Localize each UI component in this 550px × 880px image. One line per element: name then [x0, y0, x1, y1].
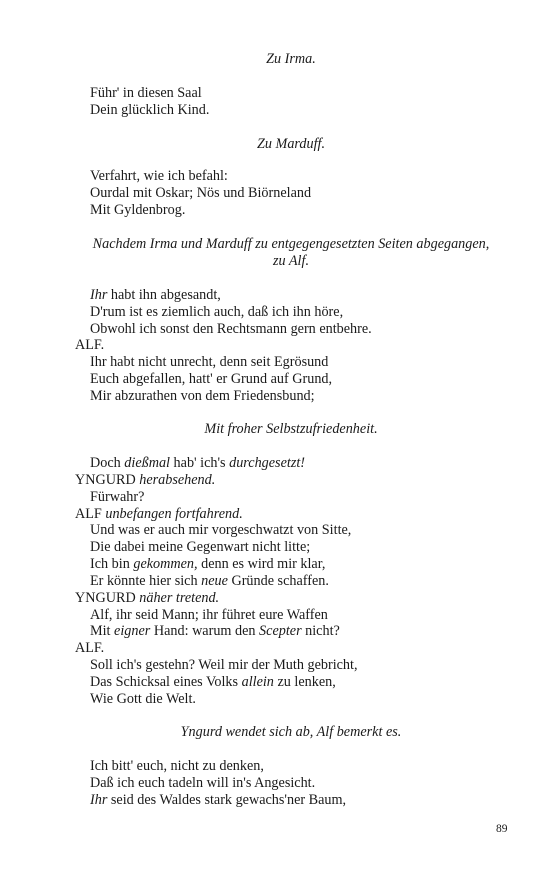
verse-line: [90, 674, 336, 691]
verse-line: Ihr habt nicht unrecht, denn seit Egrösund: [90, 354, 329, 370]
verse-line: Alf, ihr seid Mann; ihr führet eure Waffen: [90, 607, 328, 623]
verse-text: zu lenken,: [273, 674, 336, 690]
verse-line: [90, 556, 325, 573]
verse-line: [90, 573, 329, 590]
verse-line: Ich bitt' euch, nicht zu denken,: [90, 758, 264, 774]
verse-line: Dein glücklich Kind.: [90, 102, 210, 118]
verse-line: Verfahrt, wie ich befahl:: [90, 168, 228, 184]
verse-text: denn es wird mir klar,: [197, 556, 326, 572]
speaker-name: ALF.: [75, 640, 105, 656]
verse-line: Soll ich's gestehn? Weil mir der Muth gebricht,: [90, 657, 358, 673]
verse-text: habt ihn abgesandt,: [107, 287, 221, 303]
verse-line: Ourdal mit Oskar; Nös und Biörneland: [90, 185, 312, 201]
speaker-name: ALF: [75, 506, 102, 522]
verse-line: Mit Gyldenbrog.: [90, 202, 186, 218]
speaker-line: [75, 506, 243, 523]
verse-line: Mir abzurathen von dem Friedensbund;: [90, 388, 315, 404]
verse-line: Führ' in diesen Saal: [90, 85, 202, 101]
emphasis: Ihr: [90, 792, 108, 808]
speaker-name: YNGURD: [75, 590, 136, 606]
verse-line: [90, 623, 340, 640]
stage-direction-text: Nachdem Irma und Marduff zu entgegengesetzten Seiten abgegangen,: [92, 236, 490, 252]
page-number: 89: [496, 823, 508, 835]
emphasis: allein: [241, 674, 274, 690]
emphasis: Ihr: [90, 287, 108, 303]
emphasis: gekommen,: [133, 556, 198, 572]
verse-line: Und was er auch mir vorgeschwatzt von Sitte,: [90, 522, 352, 538]
stage-direction: [0, 421, 550, 438]
stage-direction: [0, 236, 550, 253]
stage-direction-text: zu Alf.: [272, 253, 309, 269]
emphasis: Scepter: [259, 623, 302, 639]
verse-text: Hand: warum den: [150, 623, 260, 639]
stage-direction-text: Zu Marduff.: [256, 136, 326, 152]
emphasis: neue: [201, 573, 228, 589]
speaker-line: [75, 472, 215, 489]
stage-direction: [0, 51, 550, 68]
verse-line: Daß ich euch tadeln will in's Angesicht.: [90, 775, 316, 791]
emphasis: dießmal: [124, 455, 170, 471]
verse-line: Euch abgefallen, hatt' er Grund auf Grund,: [90, 371, 333, 387]
verse-text: hab' ich's: [170, 455, 230, 471]
emphasis: eigner: [114, 623, 151, 639]
verse-text: Mit: [90, 623, 115, 639]
stage-direction: [0, 724, 550, 741]
verse-line: [90, 792, 346, 809]
speaker-direction: unbefangen fortfahrend.: [101, 506, 243, 522]
verse-line: [90, 455, 305, 472]
verse-line: [90, 287, 221, 304]
stage-direction-text: Zu Irma.: [266, 51, 316, 67]
verse-text: Gründe schaffen.: [227, 573, 329, 589]
verse-text: Doch: [90, 455, 125, 471]
verse-line: Obwohl ich sonst den Rechtsmann gern entbehre.: [90, 321, 372, 337]
verse-line: Wie Gott die Welt.: [90, 691, 196, 707]
verse-text: Er könnte hier sich: [90, 573, 202, 589]
stage-direction: [0, 136, 550, 153]
speaker-name: ALF.: [75, 337, 105, 353]
speaker-direction: näher tretend.: [135, 590, 220, 606]
verse-text: nicht?: [301, 623, 340, 639]
speaker-direction: herabsehend.: [135, 472, 216, 488]
emphasis: durchgesetzt!: [229, 455, 306, 471]
stage-direction: [0, 253, 550, 270]
speaker-name: YNGURD: [75, 472, 136, 488]
stage-direction-text: Mit froher Selbstzufriedenheit.: [204, 421, 378, 437]
stage-direction-text: Yngurd wendet sich ab, Alf bemerkt es.: [180, 724, 402, 740]
speaker-line: [75, 590, 219, 607]
verse-line: Die dabei meine Gegenwart nicht litte;: [90, 539, 311, 555]
verse-text: seid des Waldes stark gewachs'ner Baum,: [107, 792, 347, 808]
verse-line: D'rum ist es ziemlich auch, daß ich ihn höre,: [90, 304, 344, 320]
verse-line: Fürwahr?: [90, 489, 145, 505]
verse-text: Ich bin: [90, 556, 134, 572]
verse-text: Das Schicksal eines Volks: [90, 674, 242, 690]
